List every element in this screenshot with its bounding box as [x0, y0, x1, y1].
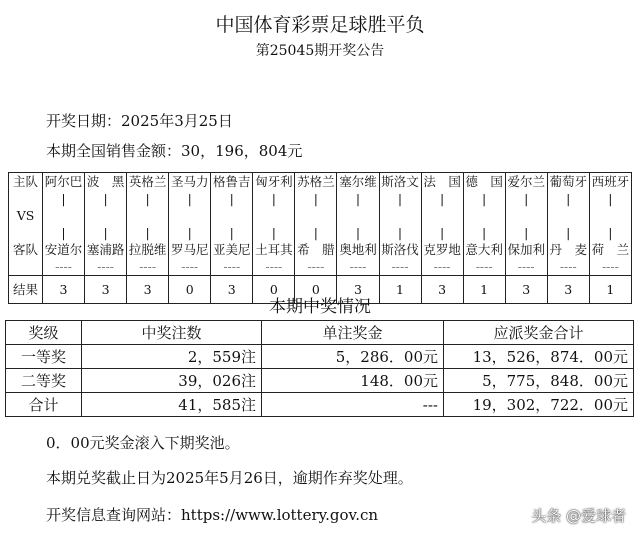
separator-cell: | [253, 224, 295, 241]
away-team-cell: 荷 兰 [589, 241, 631, 258]
home-team-cell: 圣马力 [169, 173, 211, 191]
separator-cell: ---- [463, 258, 505, 276]
match-result-cell: 3 [337, 276, 379, 304]
draw-date-line [46, 110, 233, 131]
winners-count: 39，026注 [82, 369, 262, 393]
away-team-cell: 亚美尼 [211, 241, 253, 258]
col-header-unit-prize: 单注奖金 [262, 321, 444, 345]
vs-cell [505, 207, 547, 224]
winners-count: 2，559注 [82, 345, 262, 369]
separator-row-mid [9, 224, 632, 241]
away-team-cell: 丹 麦 [547, 241, 589, 258]
away-team-cell: 保加利 [505, 241, 547, 258]
rollover-note: 0．00元奖金滚入下期奖池。 [46, 434, 240, 452]
away-team-cell: 希 腊 [295, 241, 337, 258]
home-team-cell: 英格兰 [127, 173, 169, 191]
away-team-cell: 斯洛伐 [379, 241, 421, 258]
separator-cell: ---- [337, 258, 379, 276]
home-team-row [9, 173, 632, 191]
home-team-cell: 波 黑 [85, 173, 127, 191]
prize-level: 一等奖 [6, 345, 82, 369]
separator-cell: | [589, 224, 631, 241]
home-team-cell: 阿尔巴 [43, 173, 85, 191]
vs-label: VS [9, 207, 43, 224]
vs-row [9, 207, 632, 224]
total-prize: 13，526，874．00元 [444, 345, 634, 369]
separator-row-top [9, 190, 632, 207]
separator-cell: | [127, 224, 169, 241]
spacer-cell [9, 224, 43, 241]
separator-cell: ---- [43, 258, 85, 276]
prize-table [5, 320, 634, 417]
vs-cell [43, 207, 85, 224]
separator-cell: ---- [85, 258, 127, 276]
away-team-cell: 拉脱维 [127, 241, 169, 258]
match-result-cell: 0 [295, 276, 337, 304]
match-result-cell: 3 [421, 276, 463, 304]
away-team-row [9, 241, 632, 258]
separator-cell: | [379, 190, 421, 207]
vs-cell [379, 207, 421, 224]
separator-cell: | [127, 190, 169, 207]
separator-cell: | [211, 190, 253, 207]
match-result-cell: 3 [211, 276, 253, 304]
separator-cell: ---- [295, 258, 337, 276]
separator-cell: | [295, 224, 337, 241]
home-team-cell: 葡萄牙 [547, 173, 589, 191]
separator-cell: ---- [379, 258, 421, 276]
vs-cell [337, 207, 379, 224]
home-team-cell: 法 国 [421, 173, 463, 191]
home-team-cell: 塞尔维 [337, 173, 379, 191]
sales-line [46, 140, 302, 161]
vs-cell [127, 207, 169, 224]
prize-level: 合计 [6, 393, 82, 417]
website-line [46, 504, 378, 525]
watermark [531, 505, 626, 526]
deadline-note: 本期兑奖截止日为2025年5月26日，逾期作弃奖处理。 [46, 469, 413, 487]
separator-cell: | [421, 190, 463, 207]
prize-heading: 本期中奖情况 [269, 297, 371, 317]
result-label: 结果 [9, 276, 43, 304]
vs-cell [421, 207, 463, 224]
separator-cell: ---- [169, 258, 211, 276]
table-row [6, 393, 634, 417]
vs-cell [169, 207, 211, 224]
vs-cell [253, 207, 295, 224]
vs-cell [295, 207, 337, 224]
separator-cell: | [379, 224, 421, 241]
match-result-cell: 0 [253, 276, 295, 304]
website-label: 开奖信息查询网站： [46, 506, 182, 524]
spacer-cell [9, 190, 43, 207]
unit-prize: 5，286．00元 [262, 345, 444, 369]
home-team-cell: 爱尔兰 [505, 173, 547, 191]
website-link[interactable]: https://www.lottery.gov.cn [181, 506, 379, 524]
separator-cell: ---- [211, 258, 253, 276]
away-label: 客队 [9, 241, 43, 258]
match-table [8, 172, 632, 304]
separator-cell: | [505, 224, 547, 241]
vs-cell [85, 207, 127, 224]
home-team-cell: 德 国 [463, 173, 505, 191]
total-prize: 19，302，722．00元 [444, 393, 634, 417]
separator-cell: | [337, 190, 379, 207]
vs-cell [547, 207, 589, 224]
match-result-cell: 1 [379, 276, 421, 304]
separator-cell: | [43, 224, 85, 241]
total-prize: 5，775，848．00元 [444, 369, 634, 393]
separator-cell: ---- [127, 258, 169, 276]
separator-cell: | [295, 190, 337, 207]
separator-cell: | [85, 224, 127, 241]
prize-header-row [6, 321, 634, 345]
unit-prize: --- [262, 393, 444, 417]
separator-cell: | [547, 190, 589, 207]
vs-cell [211, 207, 253, 224]
home-label: 主队 [9, 173, 43, 191]
match-result-cell: 3 [43, 276, 85, 304]
match-result-cell: 3 [127, 276, 169, 304]
away-team-cell: 奥地利 [337, 241, 379, 258]
away-team-cell: 意大利 [463, 241, 505, 258]
separator-cell: | [43, 190, 85, 207]
separator-cell: | [421, 224, 463, 241]
vs-cell [463, 207, 505, 224]
table-row [6, 345, 634, 369]
prize-level: 二等奖 [6, 369, 82, 393]
draw-date-label: 开奖日期： [46, 112, 122, 130]
match-result-cell: 1 [589, 276, 631, 304]
separator-row-bottom [9, 258, 632, 276]
away-team-cell: 塞浦路 [85, 241, 127, 258]
issue-subtitle: 第25045期开奖公告 [255, 43, 385, 59]
separator-cell: | [589, 190, 631, 207]
separator-cell: | [211, 224, 253, 241]
home-team-cell: 格鲁吉 [211, 173, 253, 191]
spacer-cell [9, 258, 43, 276]
separator-cell: | [253, 190, 295, 207]
separator-cell: | [169, 224, 211, 241]
separator-cell: ---- [589, 258, 631, 276]
away-team-cell: 克罗地 [421, 241, 463, 258]
col-header-level: 奖级 [6, 321, 82, 345]
separator-cell: | [505, 190, 547, 207]
match-result-cell: 3 [547, 276, 589, 304]
home-team-cell: 苏格兰 [295, 173, 337, 191]
home-team-cell: 匈牙利 [253, 173, 295, 191]
separator-cell: ---- [505, 258, 547, 276]
away-team-cell: 土耳其 [253, 241, 295, 258]
match-result-cell: 0 [169, 276, 211, 304]
match-result-cell: 1 [463, 276, 505, 304]
page-title: 中国体育彩票足球胜平负 [215, 14, 425, 36]
home-team-cell: 西班牙 [589, 173, 631, 191]
vs-cell [589, 207, 631, 224]
table-row [6, 369, 634, 393]
match-result-cell: 3 [505, 276, 547, 304]
winners-count: 41，585注 [82, 393, 262, 417]
separator-cell: | [85, 190, 127, 207]
sales-value: 30，196，804元 [181, 142, 303, 160]
draw-date-value: 2025年3月25日 [121, 112, 233, 130]
separator-cell: | [337, 224, 379, 241]
separator-cell: ---- [547, 258, 589, 276]
separator-cell: | [463, 224, 505, 241]
col-header-winners: 中奖注数 [82, 321, 262, 345]
watermark-text: 头条 @爱球者 [531, 507, 626, 525]
separator-cell: ---- [253, 258, 295, 276]
away-team-cell: 安道尔 [43, 241, 85, 258]
away-team-cell: 罗马尼 [169, 241, 211, 258]
match-result-cell: 3 [85, 276, 127, 304]
col-header-total-prize: 应派奖金合计 [444, 321, 634, 345]
separator-cell: | [547, 224, 589, 241]
unit-prize: 148．00元 [262, 369, 444, 393]
separator-cell: ---- [421, 258, 463, 276]
separator-cell: | [463, 190, 505, 207]
sales-label: 本期全国销售金额： [46, 142, 182, 160]
separator-cell: | [169, 190, 211, 207]
home-team-cell: 斯洛文 [379, 173, 421, 191]
